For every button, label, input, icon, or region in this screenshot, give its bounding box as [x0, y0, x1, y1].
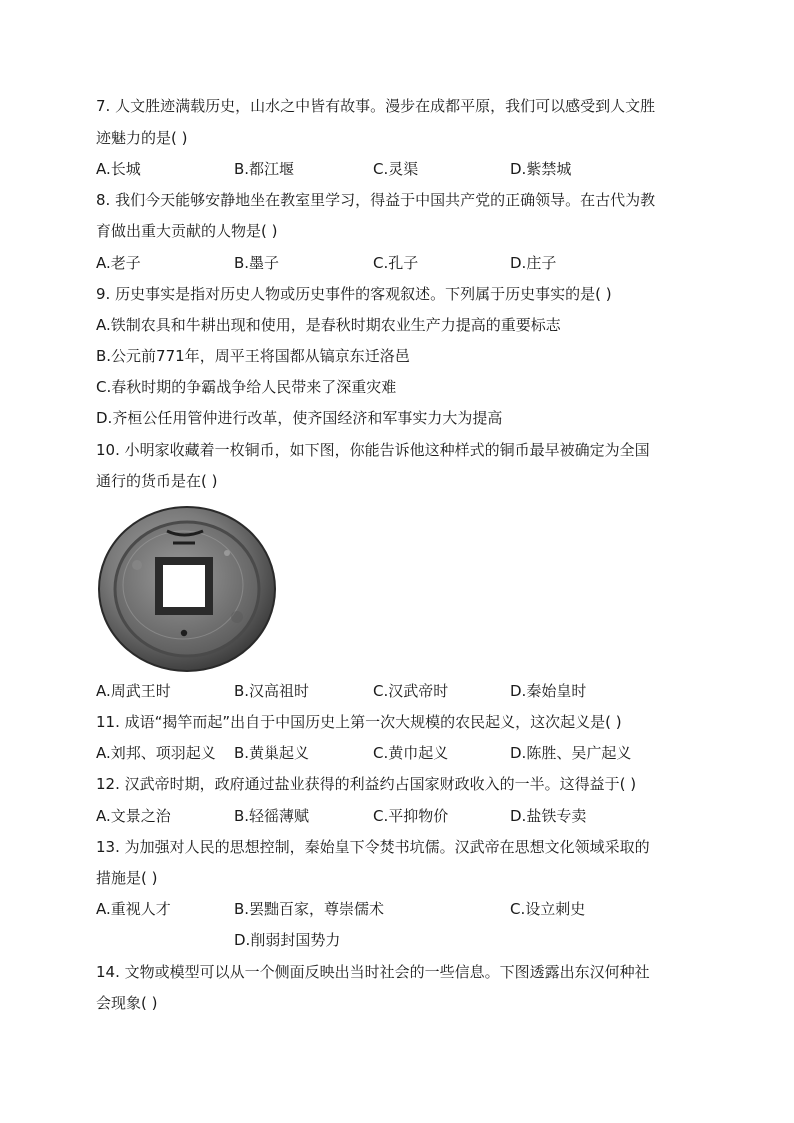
question-14-line-2: 会现象( ) — [96, 994, 158, 1012]
question-13-options — [96, 899, 706, 919]
question-8-line-1: 8. 我们今天能够安静地坐在教室里学习，得益于中国共产党的正确领导。在古代为教 — [96, 191, 656, 209]
option-c: C.汉武帝时 — [373, 682, 449, 700]
question-9-option-d: D.齐桓公任用管仲进行改革，使齐国经济和军事实力大为提高 — [96, 409, 503, 427]
option-c: C.设立刺史 — [510, 900, 586, 918]
option-d: D.盐铁专卖 — [510, 807, 587, 825]
question-8-options — [96, 253, 706, 273]
option-a: A.长城 — [96, 160, 141, 178]
option-d: D.陈胜、吴广起义 — [510, 744, 632, 762]
question-9-option-c: C.春秋时期的争霸战争给人民带来了深重灾难 — [96, 378, 397, 396]
question-12-line-1: 12. 汉武帝时期，政府通过盐业获得的利益约占国家财政收入的一半。这得益于( ) — [96, 775, 637, 793]
option-c: C.黄巾起义 — [373, 744, 449, 762]
option-a: A.刘邦、项羽起义 — [96, 744, 216, 762]
option-b: B.轻徭薄赋 — [234, 807, 310, 825]
question-11-line-1: 11. 成语“揭竿而起”出自于中国历史上第一次大规模的农民起义，这次起义是( ) — [96, 713, 622, 731]
question-9-option-b: B.公元前771年，周平王将国都从镐京东迁洛邑 — [96, 347, 410, 365]
option-c: C.孔子 — [373, 254, 419, 272]
option-a: A.重视人才 — [96, 900, 171, 918]
question-13-line-1: 13. 为加强对人民的思想控制，秦始皇下令焚书坑儒。汉武帝在思想文化领域采取的 — [96, 838, 650, 856]
question-9-line-1: 9. 历史事实是指对历史人物或历史事件的客观叙述。下列属于历史事实的是( ) — [96, 285, 612, 303]
question-13-line-2: 措施是( ) — [96, 869, 158, 887]
option-d: D.削弱封国势力 — [234, 931, 341, 949]
option-b: B.汉高祖时 — [234, 682, 310, 700]
question-11-options — [96, 743, 706, 763]
option-d: D.紫禁城 — [510, 160, 572, 178]
option-b: B.罢黜百家，尊崇儒术 — [234, 900, 385, 918]
question-7-line-2: 迹魅力的是( ) — [96, 129, 188, 147]
option-a: A.文景之治 — [96, 807, 171, 825]
question-8-line-2: 育做出重大贡献的人物是( ) — [96, 222, 278, 240]
option-a: A.周武王时 — [96, 682, 171, 700]
option-d: D.秦始皇时 — [510, 682, 587, 700]
option-b: B.黄巢起义 — [234, 744, 310, 762]
question-7-options — [96, 159, 706, 179]
option-c: C.平抑物价 — [373, 807, 449, 825]
question-13-options-row-2 — [96, 930, 706, 950]
option-c: C.灵渠 — [373, 160, 419, 178]
question-12-options — [96, 806, 706, 826]
question-7-line-1: 7. 人文胜迹满载历史，山水之中皆有故事。漫步在成都平原，我们可以感受到人文胜 — [96, 97, 656, 115]
question-9-option-a: A.铁制农具和牛耕出现和使用，是春秋时期农业生产力提高的重要标志 — [96, 316, 561, 334]
question-14-line-1: 14. 文物或模型可以从一个侧面反映出当时社会的一些信息。下图透露出东汉何种社 — [96, 963, 650, 981]
bronze-coin-image — [97, 505, 277, 673]
option-d: D.庄子 — [510, 254, 557, 272]
question-10-options — [96, 681, 706, 701]
option-a: A.老子 — [96, 254, 141, 272]
option-b: B.墨子 — [234, 254, 280, 272]
question-10-line-2: 通行的货币是在( ) — [96, 472, 218, 490]
question-10-line-1: 10. 小明家收藏着一枚铜币，如下图，你能告诉他这种样式的铜币最早被确定为全国 — [96, 441, 650, 459]
option-b: B.都江堰 — [234, 160, 295, 178]
